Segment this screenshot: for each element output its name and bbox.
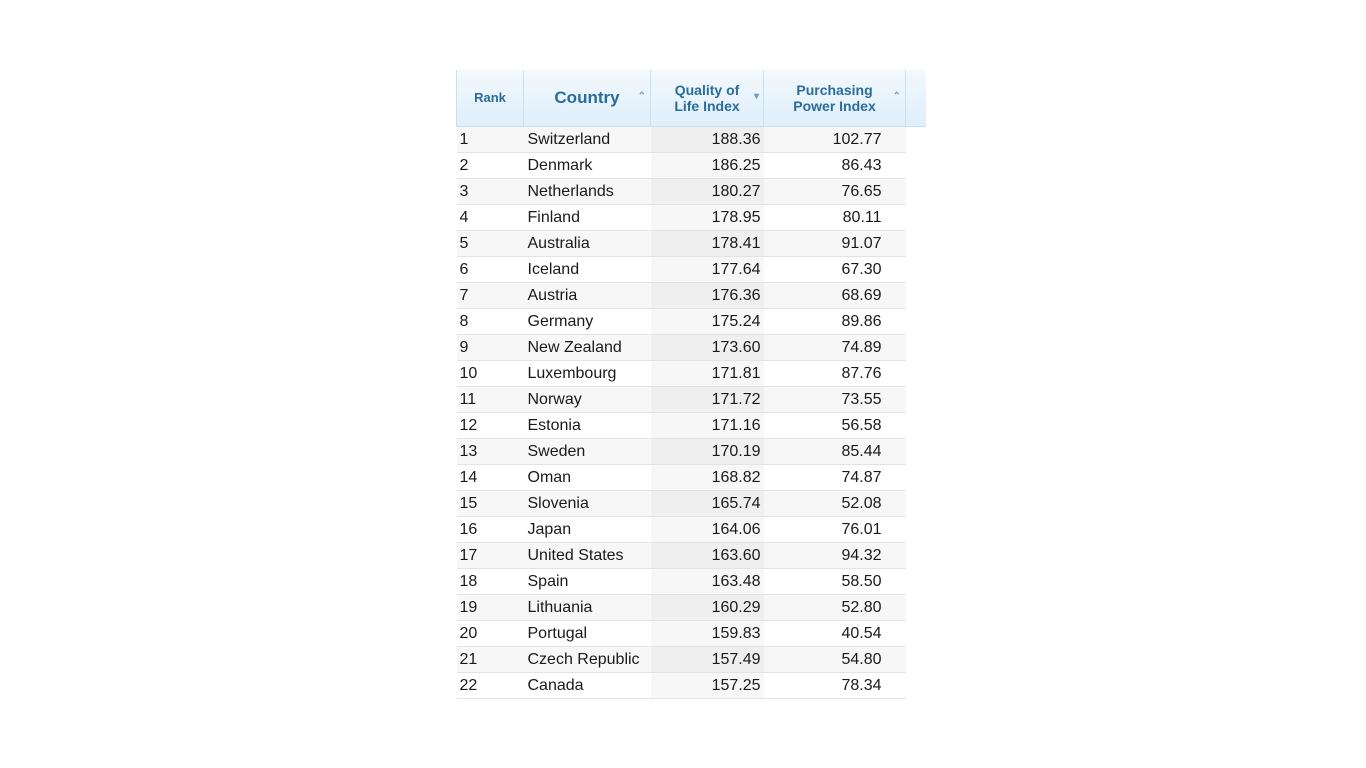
rank-cell: 11 bbox=[457, 387, 524, 413]
quality-of-life-cell: 171.16 bbox=[651, 413, 764, 439]
quality-of-life-cell: 170.19 bbox=[651, 439, 764, 465]
purchasing-power-cell: 74.89 bbox=[764, 335, 906, 361]
table-row bbox=[457, 283, 927, 309]
rank-cell: 20 bbox=[457, 621, 524, 647]
ranking-table-container bbox=[456, 70, 926, 700]
purchasing-power-cell: 40.54 bbox=[764, 621, 906, 647]
table-row bbox=[457, 231, 927, 257]
table-row bbox=[457, 361, 927, 387]
quality-of-life-cell: 171.72 bbox=[651, 387, 764, 413]
quality-of-life-column-header[interactable] bbox=[651, 70, 764, 127]
ppi-header-line1: Purchasing bbox=[796, 82, 873, 98]
table-row bbox=[457, 647, 927, 673]
table-row bbox=[457, 309, 927, 335]
quality-of-life-cell: 157.49 bbox=[651, 647, 764, 673]
quality-of-life-cell: 157.25 bbox=[651, 673, 764, 699]
table-row bbox=[457, 673, 927, 699]
country-cell: Netherlands bbox=[524, 179, 651, 205]
rank-cell: 22 bbox=[457, 673, 524, 699]
quality-of-life-cell: 163.48 bbox=[651, 569, 764, 595]
country-cell: Sweden bbox=[524, 439, 651, 465]
country-cell: Oman bbox=[524, 465, 651, 491]
table-row bbox=[457, 335, 927, 361]
country-cell: Germany bbox=[524, 309, 651, 335]
country-cell: Luxembourg bbox=[524, 361, 651, 387]
sort-ascending-icon: ⌃ bbox=[892, 91, 901, 102]
sort-ascending-icon: ⌃ bbox=[637, 91, 646, 102]
table-row bbox=[457, 621, 927, 647]
rank-header-label: Rank bbox=[474, 90, 506, 105]
qol-header-line1: Quality of bbox=[674, 82, 740, 98]
table-row bbox=[457, 439, 927, 465]
rank-cell: 14 bbox=[457, 465, 524, 491]
quality-of-life-cell: 159.83 bbox=[651, 621, 764, 647]
rank-cell: 10 bbox=[457, 361, 524, 387]
country-cell: New Zealand bbox=[524, 335, 651, 361]
table-row bbox=[457, 413, 927, 439]
purchasing-power-cell: 68.69 bbox=[764, 283, 906, 309]
country-cell: Slovenia bbox=[524, 491, 651, 517]
purchasing-power-cell: 52.80 bbox=[764, 595, 906, 621]
purchasing-power-cell: 58.50 bbox=[764, 569, 906, 595]
table-row bbox=[457, 257, 927, 283]
purchasing-power-cell: 91.07 bbox=[764, 231, 906, 257]
quality-of-life-cell: 178.41 bbox=[651, 231, 764, 257]
table-body bbox=[457, 127, 927, 699]
country-cell: United States bbox=[524, 543, 651, 569]
rank-cell: 21 bbox=[457, 647, 524, 673]
country-cell: Norway bbox=[524, 387, 651, 413]
country-cell: Lithuania bbox=[524, 595, 651, 621]
purchasing-power-cell: 76.01 bbox=[764, 517, 906, 543]
quality-of-life-cell: 173.60 bbox=[651, 335, 764, 361]
purchasing-power-cell: 89.86 bbox=[764, 309, 906, 335]
rank-column-header[interactable] bbox=[457, 70, 524, 127]
table-row bbox=[457, 465, 927, 491]
quality-of-life-cell: 175.24 bbox=[651, 309, 764, 335]
table-row bbox=[457, 595, 927, 621]
purchasing-power-cell: 86.43 bbox=[764, 153, 906, 179]
ppi-header-line2: Power Index bbox=[793, 98, 876, 114]
qol-header-line2: Life Index bbox=[674, 98, 740, 114]
quality-of-life-cell: 180.27 bbox=[651, 179, 764, 205]
table-row bbox=[457, 387, 927, 413]
table-header-row bbox=[457, 70, 927, 127]
quality-of-life-cell: 163.60 bbox=[651, 543, 764, 569]
next-column-header-partial[interactable] bbox=[906, 70, 927, 127]
purchasing-power-cell: 94.32 bbox=[764, 543, 906, 569]
rank-cell: 9 bbox=[457, 335, 524, 361]
country-cell: Australia bbox=[524, 231, 651, 257]
purchasing-power-cell: 102.77 bbox=[764, 127, 906, 153]
rank-cell: 18 bbox=[457, 569, 524, 595]
rank-cell: 3 bbox=[457, 179, 524, 205]
country-cell: Estonia bbox=[524, 413, 651, 439]
rank-cell: 16 bbox=[457, 517, 524, 543]
purchasing-power-cell: 74.87 bbox=[764, 465, 906, 491]
country-cell: Canada bbox=[524, 673, 651, 699]
rank-cell: 4 bbox=[457, 205, 524, 231]
country-cell: Iceland bbox=[524, 257, 651, 283]
quality-of-life-cell: 176.36 bbox=[651, 283, 764, 309]
quality-of-life-cell: 168.82 bbox=[651, 465, 764, 491]
purchasing-power-column-header[interactable] bbox=[764, 70, 906, 127]
country-cell: Spain bbox=[524, 569, 651, 595]
quality-of-life-cell: 188.36 bbox=[651, 127, 764, 153]
table-row bbox=[457, 205, 927, 231]
purchasing-power-cell: 85.44 bbox=[764, 439, 906, 465]
table-row bbox=[457, 153, 927, 179]
table-row bbox=[457, 491, 927, 517]
quality-of-life-cell: 178.95 bbox=[651, 205, 764, 231]
rank-cell: 7 bbox=[457, 283, 524, 309]
rank-cell: 5 bbox=[457, 231, 524, 257]
sort-descending-icon: ▾ bbox=[753, 91, 759, 102]
purchasing-power-cell: 87.76 bbox=[764, 361, 906, 387]
rank-cell: 2 bbox=[457, 153, 524, 179]
purchasing-power-cell: 73.55 bbox=[764, 387, 906, 413]
table-row bbox=[457, 517, 927, 543]
purchasing-power-cell: 52.08 bbox=[764, 491, 906, 517]
table-row bbox=[457, 179, 927, 205]
rank-cell: 19 bbox=[457, 595, 524, 621]
country-cell: Austria bbox=[524, 283, 651, 309]
quality-of-life-cell: 177.64 bbox=[651, 257, 764, 283]
quality-of-life-cell: 160.29 bbox=[651, 595, 764, 621]
table-row bbox=[457, 569, 927, 595]
country-cell: Denmark bbox=[524, 153, 651, 179]
quality-of-life-cell: 165.74 bbox=[651, 491, 764, 517]
country-cell: Switzerland bbox=[524, 127, 651, 153]
purchasing-power-cell: 78.34 bbox=[764, 673, 906, 699]
rank-cell: 13 bbox=[457, 439, 524, 465]
quality-of-life-cell: 171.81 bbox=[651, 361, 764, 387]
table-row bbox=[457, 543, 927, 569]
purchasing-power-cell: 76.65 bbox=[764, 179, 906, 205]
purchasing-power-cell: 80.11 bbox=[764, 205, 906, 231]
country-cell: Finland bbox=[524, 205, 651, 231]
country-cell: Czech Republic bbox=[524, 647, 651, 673]
rank-cell: 6 bbox=[457, 257, 524, 283]
rank-cell: 1 bbox=[457, 127, 524, 153]
quality-of-life-cell: 186.25 bbox=[651, 153, 764, 179]
country-column-header[interactable] bbox=[524, 70, 651, 127]
country-header-label: Country bbox=[554, 88, 620, 107]
purchasing-power-cell: 56.58 bbox=[764, 413, 906, 439]
quality-of-life-cell: 164.06 bbox=[651, 517, 764, 543]
table-row bbox=[457, 127, 927, 153]
rank-cell: 15 bbox=[457, 491, 524, 517]
purchasing-power-cell: 67.30 bbox=[764, 257, 906, 283]
purchasing-power-cell: 54.80 bbox=[764, 647, 906, 673]
rank-cell: 8 bbox=[457, 309, 524, 335]
rank-cell: 17 bbox=[457, 543, 524, 569]
ranking-table bbox=[456, 70, 926, 699]
rank-cell: 12 bbox=[457, 413, 524, 439]
country-cell: Portugal bbox=[524, 621, 651, 647]
country-cell: Japan bbox=[524, 517, 651, 543]
